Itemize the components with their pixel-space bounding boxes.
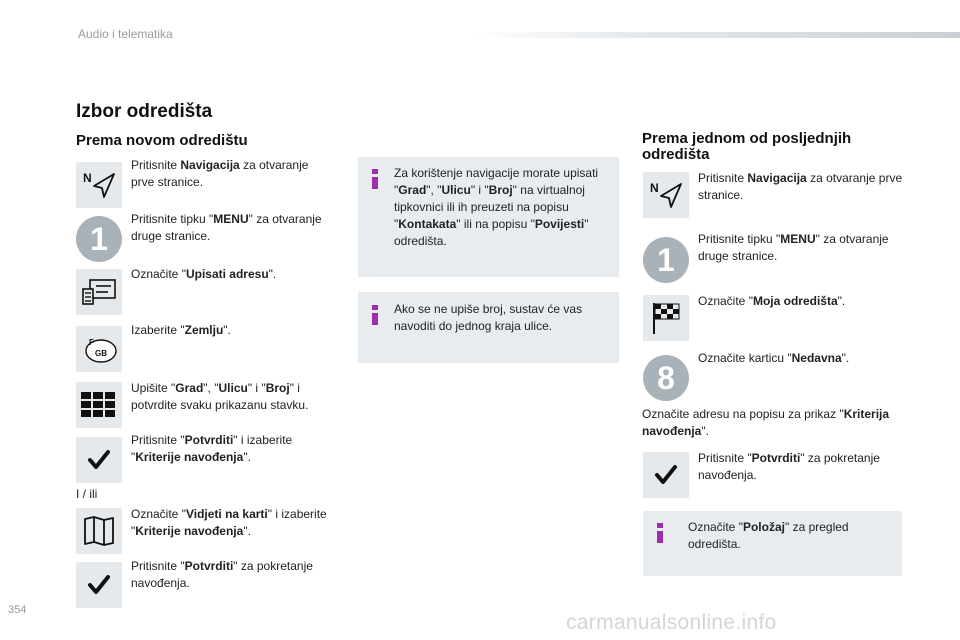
step-confirm-text: Pritisnite "Potvrditi" i izaberite "Kriterije navođenja". — [131, 433, 293, 464]
step-map-text: Označite "Vidjeti na karti" i izaberite "Kriterije navođenja". — [131, 507, 327, 538]
checkmark-icon — [643, 452, 689, 498]
step-number-8: 8 — [643, 355, 689, 401]
keyboard-address-icon — [76, 269, 122, 315]
info-box-number — [358, 292, 619, 363]
right-step-destinations-text: Označite "Moja odredišta". — [698, 294, 846, 308]
or-separator: I / ili — [76, 487, 98, 501]
right-step-recent-text: Označite karticu "Nedavna". — [698, 351, 850, 365]
right-step-navigation-text: Pritisnite Navigacija za otvaranje prve stranice. — [698, 171, 903, 202]
navigation-icon — [643, 172, 689, 218]
checkmark-icon — [76, 437, 122, 483]
step-menu-text: Pritisnite tipku "MENU" za otvaranje druge stranice. — [131, 212, 322, 243]
country-icon — [76, 326, 122, 372]
svg-text:N: N — [650, 181, 659, 195]
info-box-position — [643, 511, 902, 576]
section-header: Audio i telematika — [78, 27, 173, 41]
info-number-text: Ako se ne upiše broj, sustav će vas navoditi do jednog kraja ulice. — [394, 302, 583, 333]
info-icon — [372, 305, 378, 325]
step-country-text: Izaberite "Zemlju". — [131, 323, 231, 337]
info-input-text: Za korištenje navigacije morate upisati "Grad", "Ulicu" i "Broj" na virtualnoj tipkovnici ili ih preuzeti na popisu "Kontakata" ili na popisu "Povijesti" odredišta. — [394, 166, 599, 248]
left-heading: Prema novom odredištu — [76, 132, 248, 149]
info-position-text: Označite "Položaj" za pregled odredišta. — [688, 520, 849, 551]
svg-text:F: F — [89, 338, 94, 347]
step-navigation-text: Pritisnite Navigacija za otvaranje prve stranice. — [131, 158, 309, 189]
right-step-menu-text: Pritisnite tipku "MENU" za otvaranje druge stranice. — [698, 232, 889, 263]
page-title: Izbor odredišta — [76, 101, 213, 122]
keypad-icon — [76, 382, 122, 428]
right-note-text: Označite adresu na popisu za prikaz "Kriterija navođenja". — [642, 407, 890, 438]
checkered-flag-icon — [643, 295, 689, 341]
checkmark-icon — [76, 562, 122, 608]
step-start-text: Pritisnite "Potvrditi" za pokretanje navođenja. — [131, 559, 313, 590]
svg-text:GB: GB — [95, 349, 107, 358]
map-icon — [76, 508, 122, 554]
svg-text:N: N — [83, 171, 92, 185]
info-icon — [372, 169, 378, 189]
page-number: 354 — [8, 604, 27, 616]
right-step-start-text: Pritisnite "Potvrditi" za pokretanje navođenja. — [698, 451, 880, 482]
step-number-1: 1 — [643, 237, 689, 283]
info-box-input — [358, 157, 619, 277]
watermark: carmanualsonline.info — [566, 611, 777, 634]
step-keypad-text: Upišite "Grad", "Ulicu" i "Broj" i potvrdite svaku prikazanu stavku. — [131, 381, 309, 412]
step-address-text: Označite "Upisati adresu". — [131, 267, 277, 281]
step-number-1: 1 — [76, 216, 122, 262]
right-heading: Prema jednom od posljednjih odredišta — [642, 130, 852, 163]
navigation-icon — [76, 162, 122, 208]
header-bar — [470, 32, 960, 38]
info-icon — [657, 523, 663, 543]
